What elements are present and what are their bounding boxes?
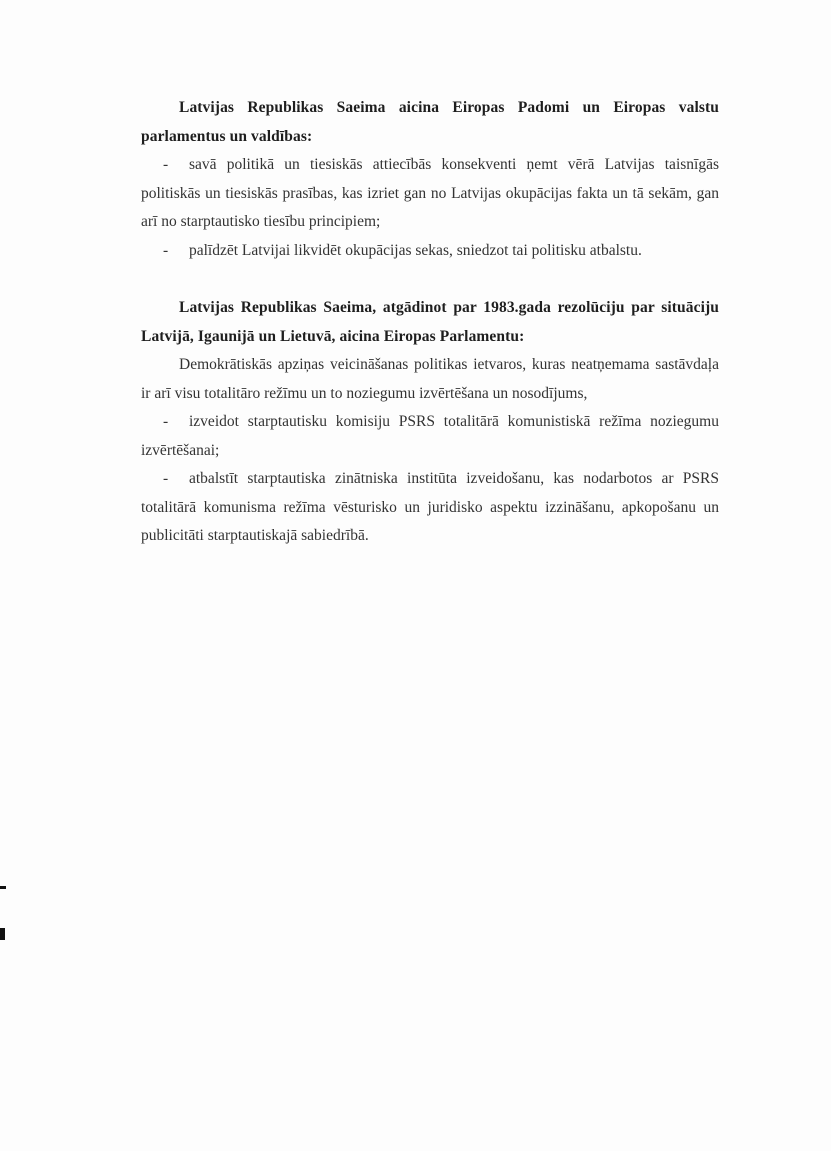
section-1-item-2 bbox=[141, 237, 719, 266]
section-1-item-1 bbox=[141, 151, 719, 237]
section-1-item-1-text: savā politikā un tiesiskās attiecībās konsekventi ņemt vērā Latvijas taisnīgās politiskās un tiesiskās prasības, kas izriet gan no Latvijas okupācijas fakta un tā sekām, gan arī no starptautisko tiesību principiem; bbox=[141, 156, 719, 230]
section-2-heading: Latvijas Republikas Saeima, atgādinot par 1983.gada rezolūciju par situāciju Latvijā, Igaunijā un Lietuvā, aicina Eiropas Parlamentu: bbox=[141, 299, 719, 345]
dash-marker: - bbox=[163, 413, 169, 430]
dash-marker: - bbox=[163, 241, 169, 259]
section-2-item-2-text: atbalstīt starptautiska zinātniska institūta izveidošanu, kas nodarbotos ar PSRS totalitārā komunisma režīma vēsturisko un juridisko aspektu izzināšanu, apkopošanu un publicitāti starptautiskajā sabiedrībā. bbox=[141, 470, 719, 544]
dash-marker: - bbox=[163, 156, 169, 173]
section-2-intro: Demokrātiskās apziņas veicināšanas politikas ietvaros, kuras neatņemama sastāvdaļa ir arī visu totalitāro režīmu un to noziegumu izvērtēšana un nosodījums, bbox=[141, 356, 719, 402]
section-1 bbox=[141, 94, 719, 265]
section-2-item-1-text: izveidot starptautisku komisiju PSRS totalitārā komunistiskā režīma noziegumu izvērtēšanai; bbox=[141, 413, 719, 459]
scan-edge-mark bbox=[0, 928, 5, 940]
section-1-heading: Latvijas Republikas Saeima aicina Eiropas Padomi un Eiropas valstu parlamentus un valdības: bbox=[141, 99, 719, 145]
section-2 bbox=[141, 294, 719, 551]
section-2-item-1 bbox=[141, 408, 719, 465]
scan-edge-mark bbox=[0, 886, 6, 889]
section-2-item-2 bbox=[141, 465, 719, 551]
section-1-item-2-text: palīdzēt Latvijai likvidēt okupācijas sekas, sniedzot tai politisku atbalstu. bbox=[189, 241, 642, 259]
dash-marker: - bbox=[163, 470, 169, 487]
